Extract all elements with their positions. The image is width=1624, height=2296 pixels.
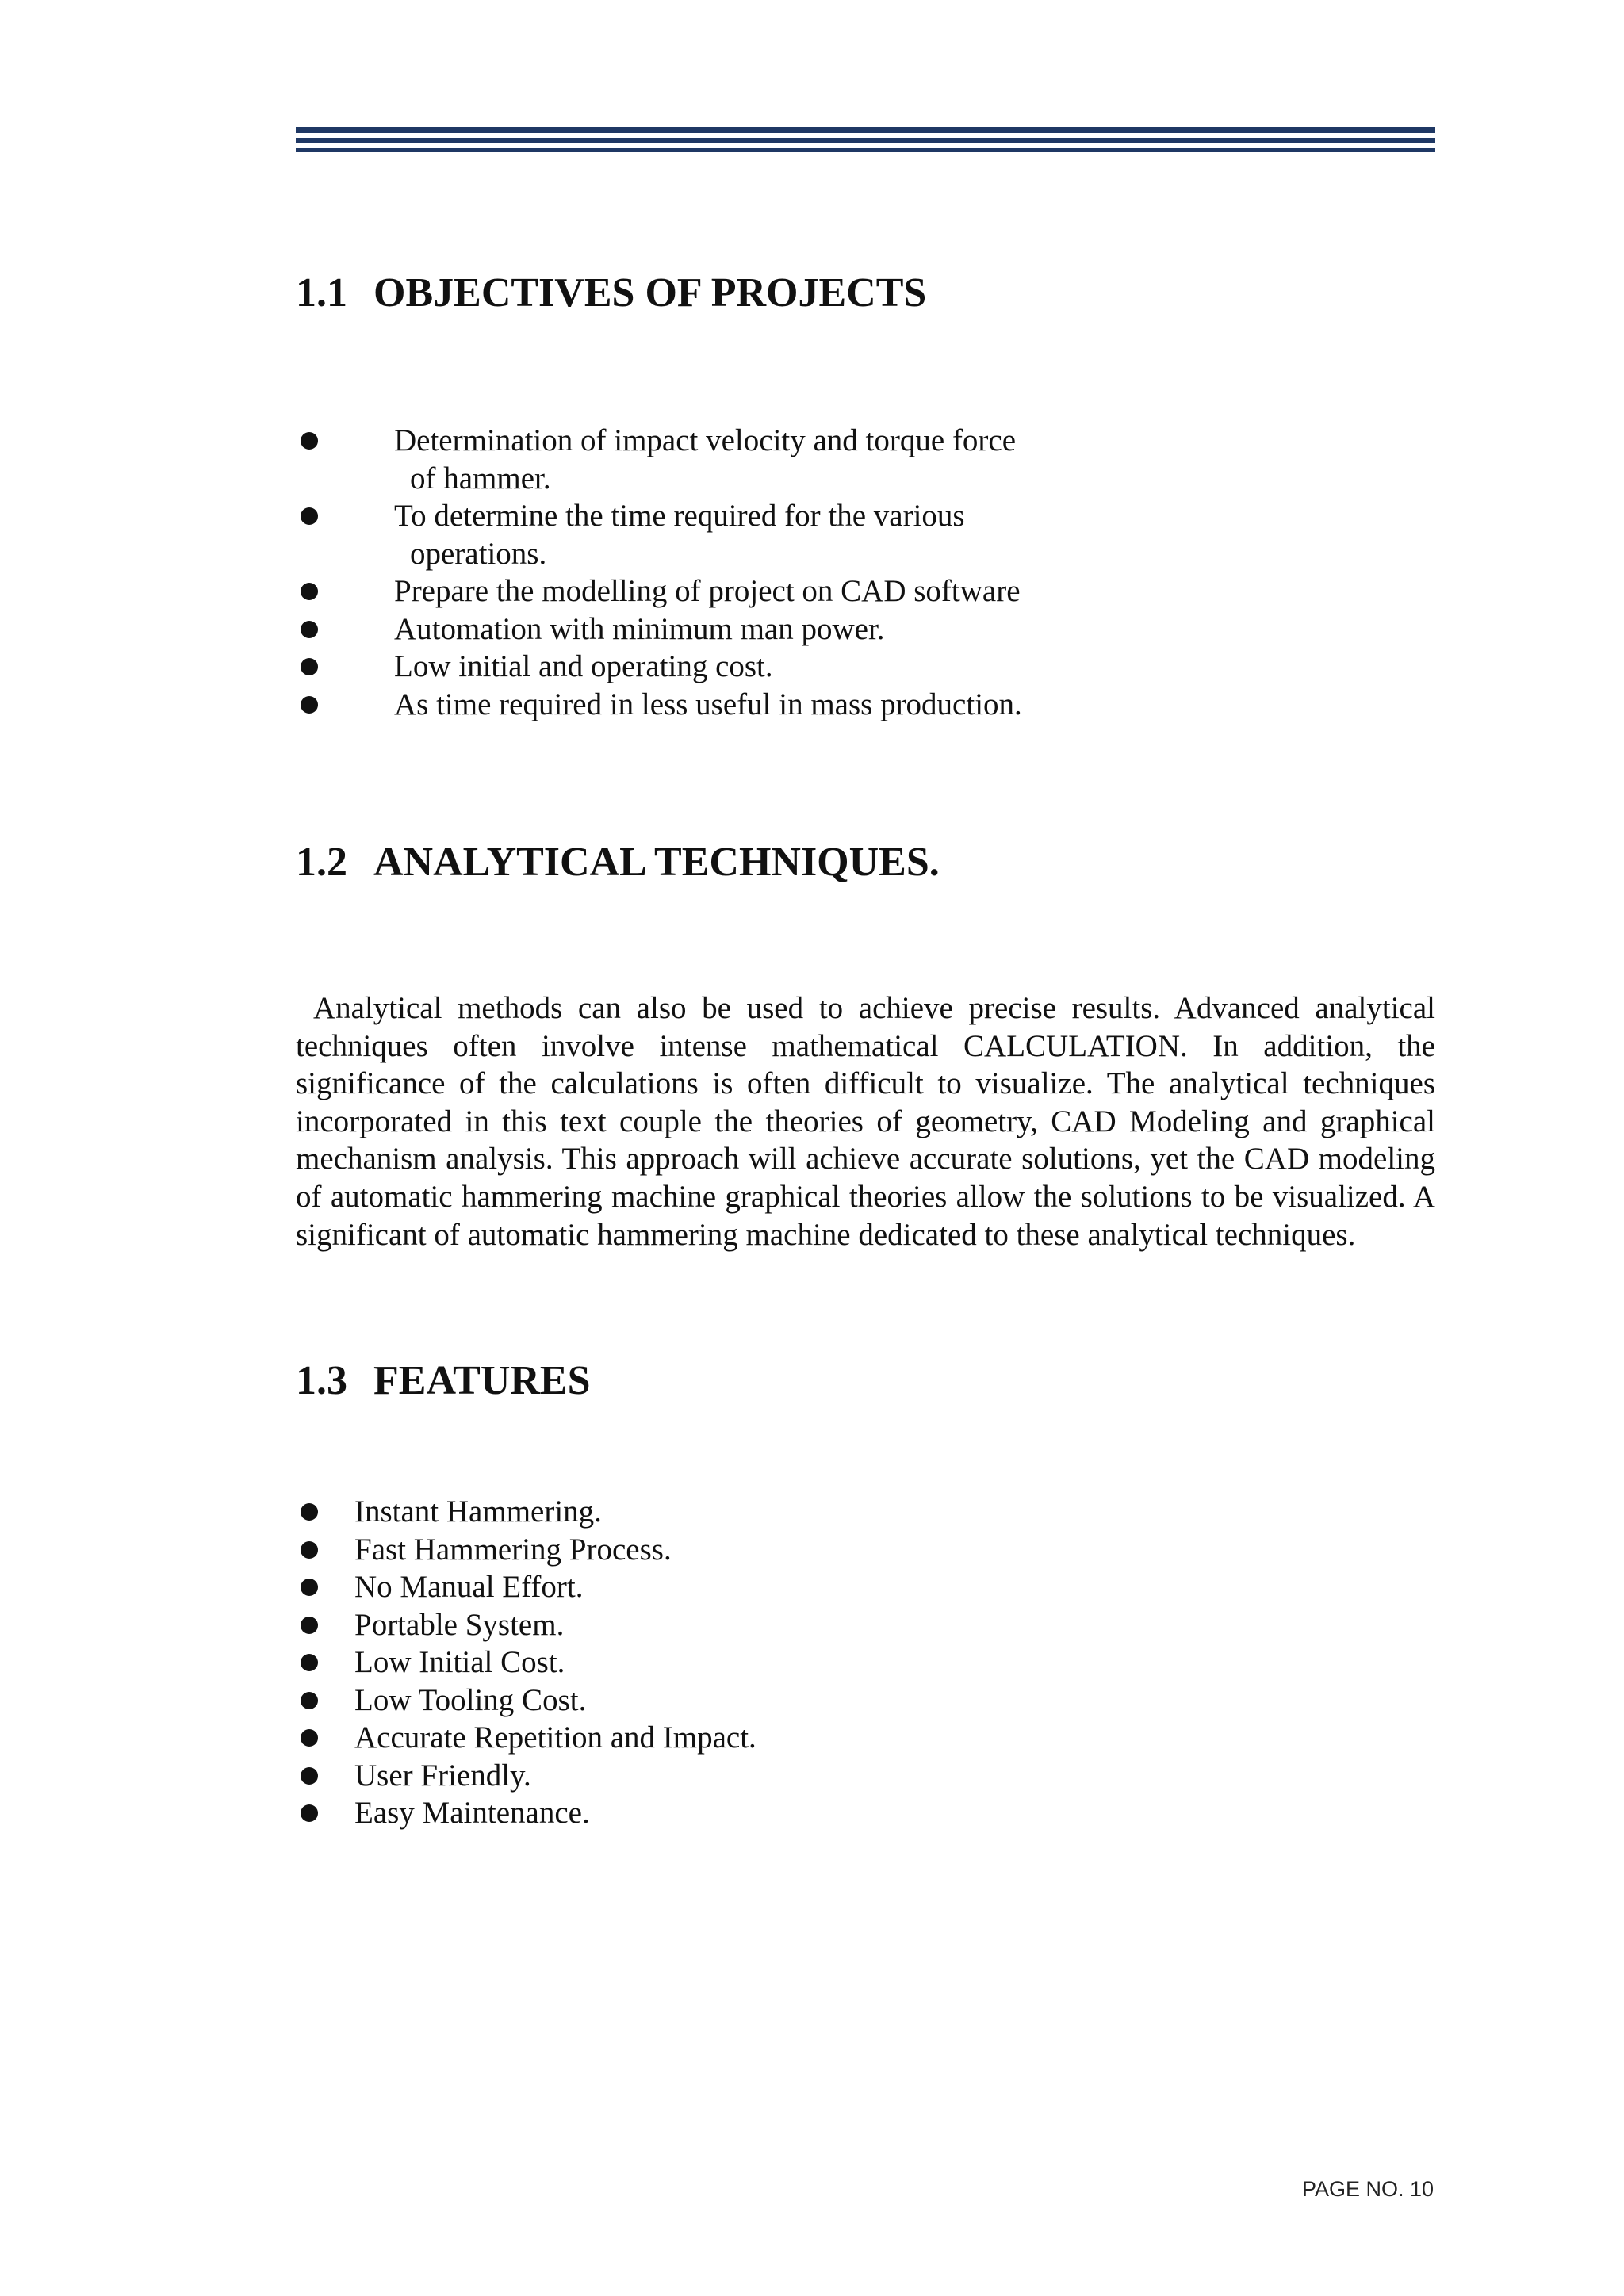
features-list	[296, 1493, 756, 1832]
section-heading-features	[296, 1357, 591, 1405]
header-rule-line	[296, 138, 1435, 144]
section-number: 1.1	[296, 270, 347, 316]
bullet-icon	[301, 1692, 318, 1709]
bullet-icon	[301, 1617, 318, 1634]
list-item: Automation with minimum man power.	[296, 610, 1022, 649]
list-item: As time required in less useful in mass production.	[296, 686, 1022, 724]
bullet-icon	[301, 1767, 318, 1785]
bullet-icon	[301, 621, 318, 638]
list-item: Fast Hammering Process.	[296, 1531, 756, 1569]
bullet-icon	[301, 696, 318, 714]
header-rule-line	[296, 148, 1435, 152]
section-title: FEATURES	[373, 1358, 591, 1403]
list-item: Easy Maintenance.	[296, 1794, 756, 1832]
bullet-icon	[301, 507, 318, 525]
list-item: Instant Hammering.	[296, 1493, 756, 1531]
bullet-icon	[301, 432, 318, 450]
list-item: User Friendly.	[296, 1757, 756, 1795]
section-heading-objectives	[296, 270, 926, 317]
bullet-icon	[301, 1578, 318, 1596]
list-item: Portable System.	[296, 1606, 756, 1644]
list-item: Low initial and operating cost.	[296, 648, 1022, 686]
list-item: To determine the time required for the various operations.	[296, 497, 1022, 572]
section-heading-analytical	[296, 839, 940, 886]
list-item: No Manual Effort.	[296, 1568, 756, 1606]
bullet-icon	[301, 1541, 318, 1559]
list-item: Low Initial Cost.	[296, 1644, 756, 1682]
bullet-icon	[301, 583, 318, 600]
bullet-icon	[301, 658, 318, 675]
objectives-list	[296, 422, 1022, 723]
bullet-icon	[301, 1729, 318, 1747]
bullet-icon	[301, 1804, 318, 1822]
bullet-icon	[301, 1503, 318, 1521]
page-number: PAGE NO. 10	[1301, 2177, 1434, 2201]
list-item: Prepare the modelling of project on CAD software	[296, 572, 1022, 610]
section-title: OBJECTIVES OF PROJECTS	[373, 270, 927, 316]
list-item: Low Tooling Cost.	[296, 1682, 756, 1720]
bullet-icon	[301, 1654, 318, 1671]
header-rule-line	[296, 127, 1435, 133]
section-number: 1.2	[296, 840, 347, 885]
list-item: Accurate Repetition and Impact.	[296, 1719, 756, 1757]
section-title: ANALYTICAL TECHNIQUES.	[373, 840, 940, 885]
section-number: 1.3	[296, 1358, 347, 1403]
list-item: Determination of impact velocity and torque force of hammer.	[296, 422, 1022, 497]
analytical-paragraph: Analytical methods can also be used to achieve precise results. Advanced analytical techniques often involve intense mathematical CALCULATION. In addition, the significance of the calculations is often difficult to visualize. The analytical techniques incorporated in this text couple the theories of geometry, CAD Modeling and graphical mechanism analysis. This approach will achieve accurate solutions, yet the CAD modeling of automatic hammering machine graphical theories allow the solutions to be visualized. A significant of automatic hammering machine dedicated to these analytical techniques.	[296, 991, 1435, 1252]
